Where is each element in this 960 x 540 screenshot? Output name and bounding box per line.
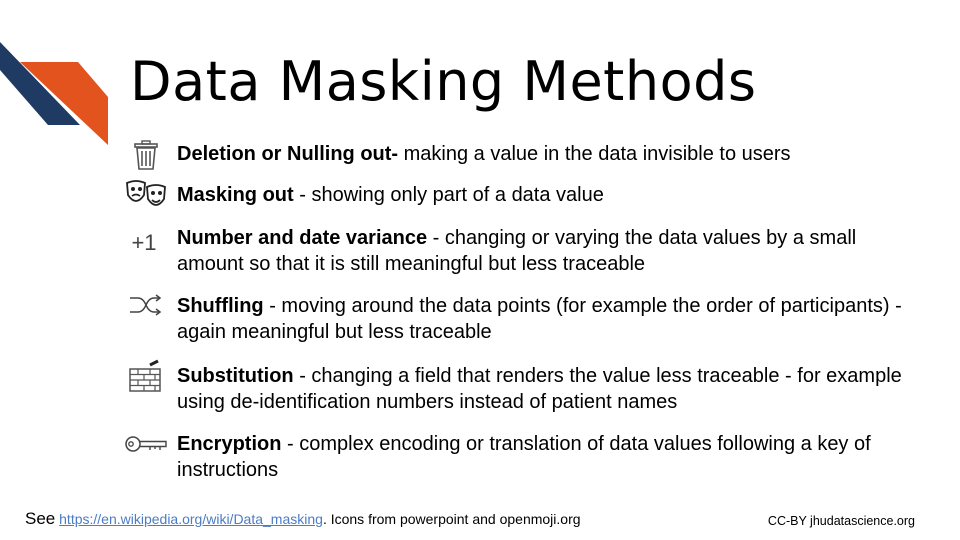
page-title: Data Masking Methods [130, 50, 757, 113]
brick-wall-icon [120, 358, 172, 394]
footer-icons-credit: . Icons from powerpoint and openmoji.org [322, 511, 581, 527]
key-icon [120, 426, 172, 462]
item-text: Substitution - changing a field that renders the value less traceable - for example using de-identification numbers instead of patient names [177, 365, 902, 413]
item-text: Masking out - showing only part of a data value [177, 184, 604, 206]
shuffle-icon [120, 287, 172, 323]
corner-decoration [0, 0, 120, 160]
plus-one-icon: +1 [131, 230, 157, 255]
item-text: Encryption - complex encoding or translation of data values following a key of instructions [177, 433, 871, 481]
license-text: CC-BY jhudatascience.org [767, 514, 915, 528]
wikipedia-link[interactable]: https://en.wikipedia.org/wiki/Data_masking [59, 511, 323, 527]
theater-masks-icon [120, 177, 172, 213]
item-text: Shuffling - moving around the data points (for example the order of participants) - again meaningful but less traceable [177, 295, 902, 343]
footer-sources [25, 509, 581, 529]
item-text: Number and date variance - changing or varying the data values by a small amount so that it is still meaningful but less traceable [177, 227, 857, 275]
item-text: Deletion or Nulling out- making a value in the data invisible to users [177, 143, 791, 165]
footer-see: See [25, 509, 56, 528]
trash-icon [120, 137, 172, 173]
